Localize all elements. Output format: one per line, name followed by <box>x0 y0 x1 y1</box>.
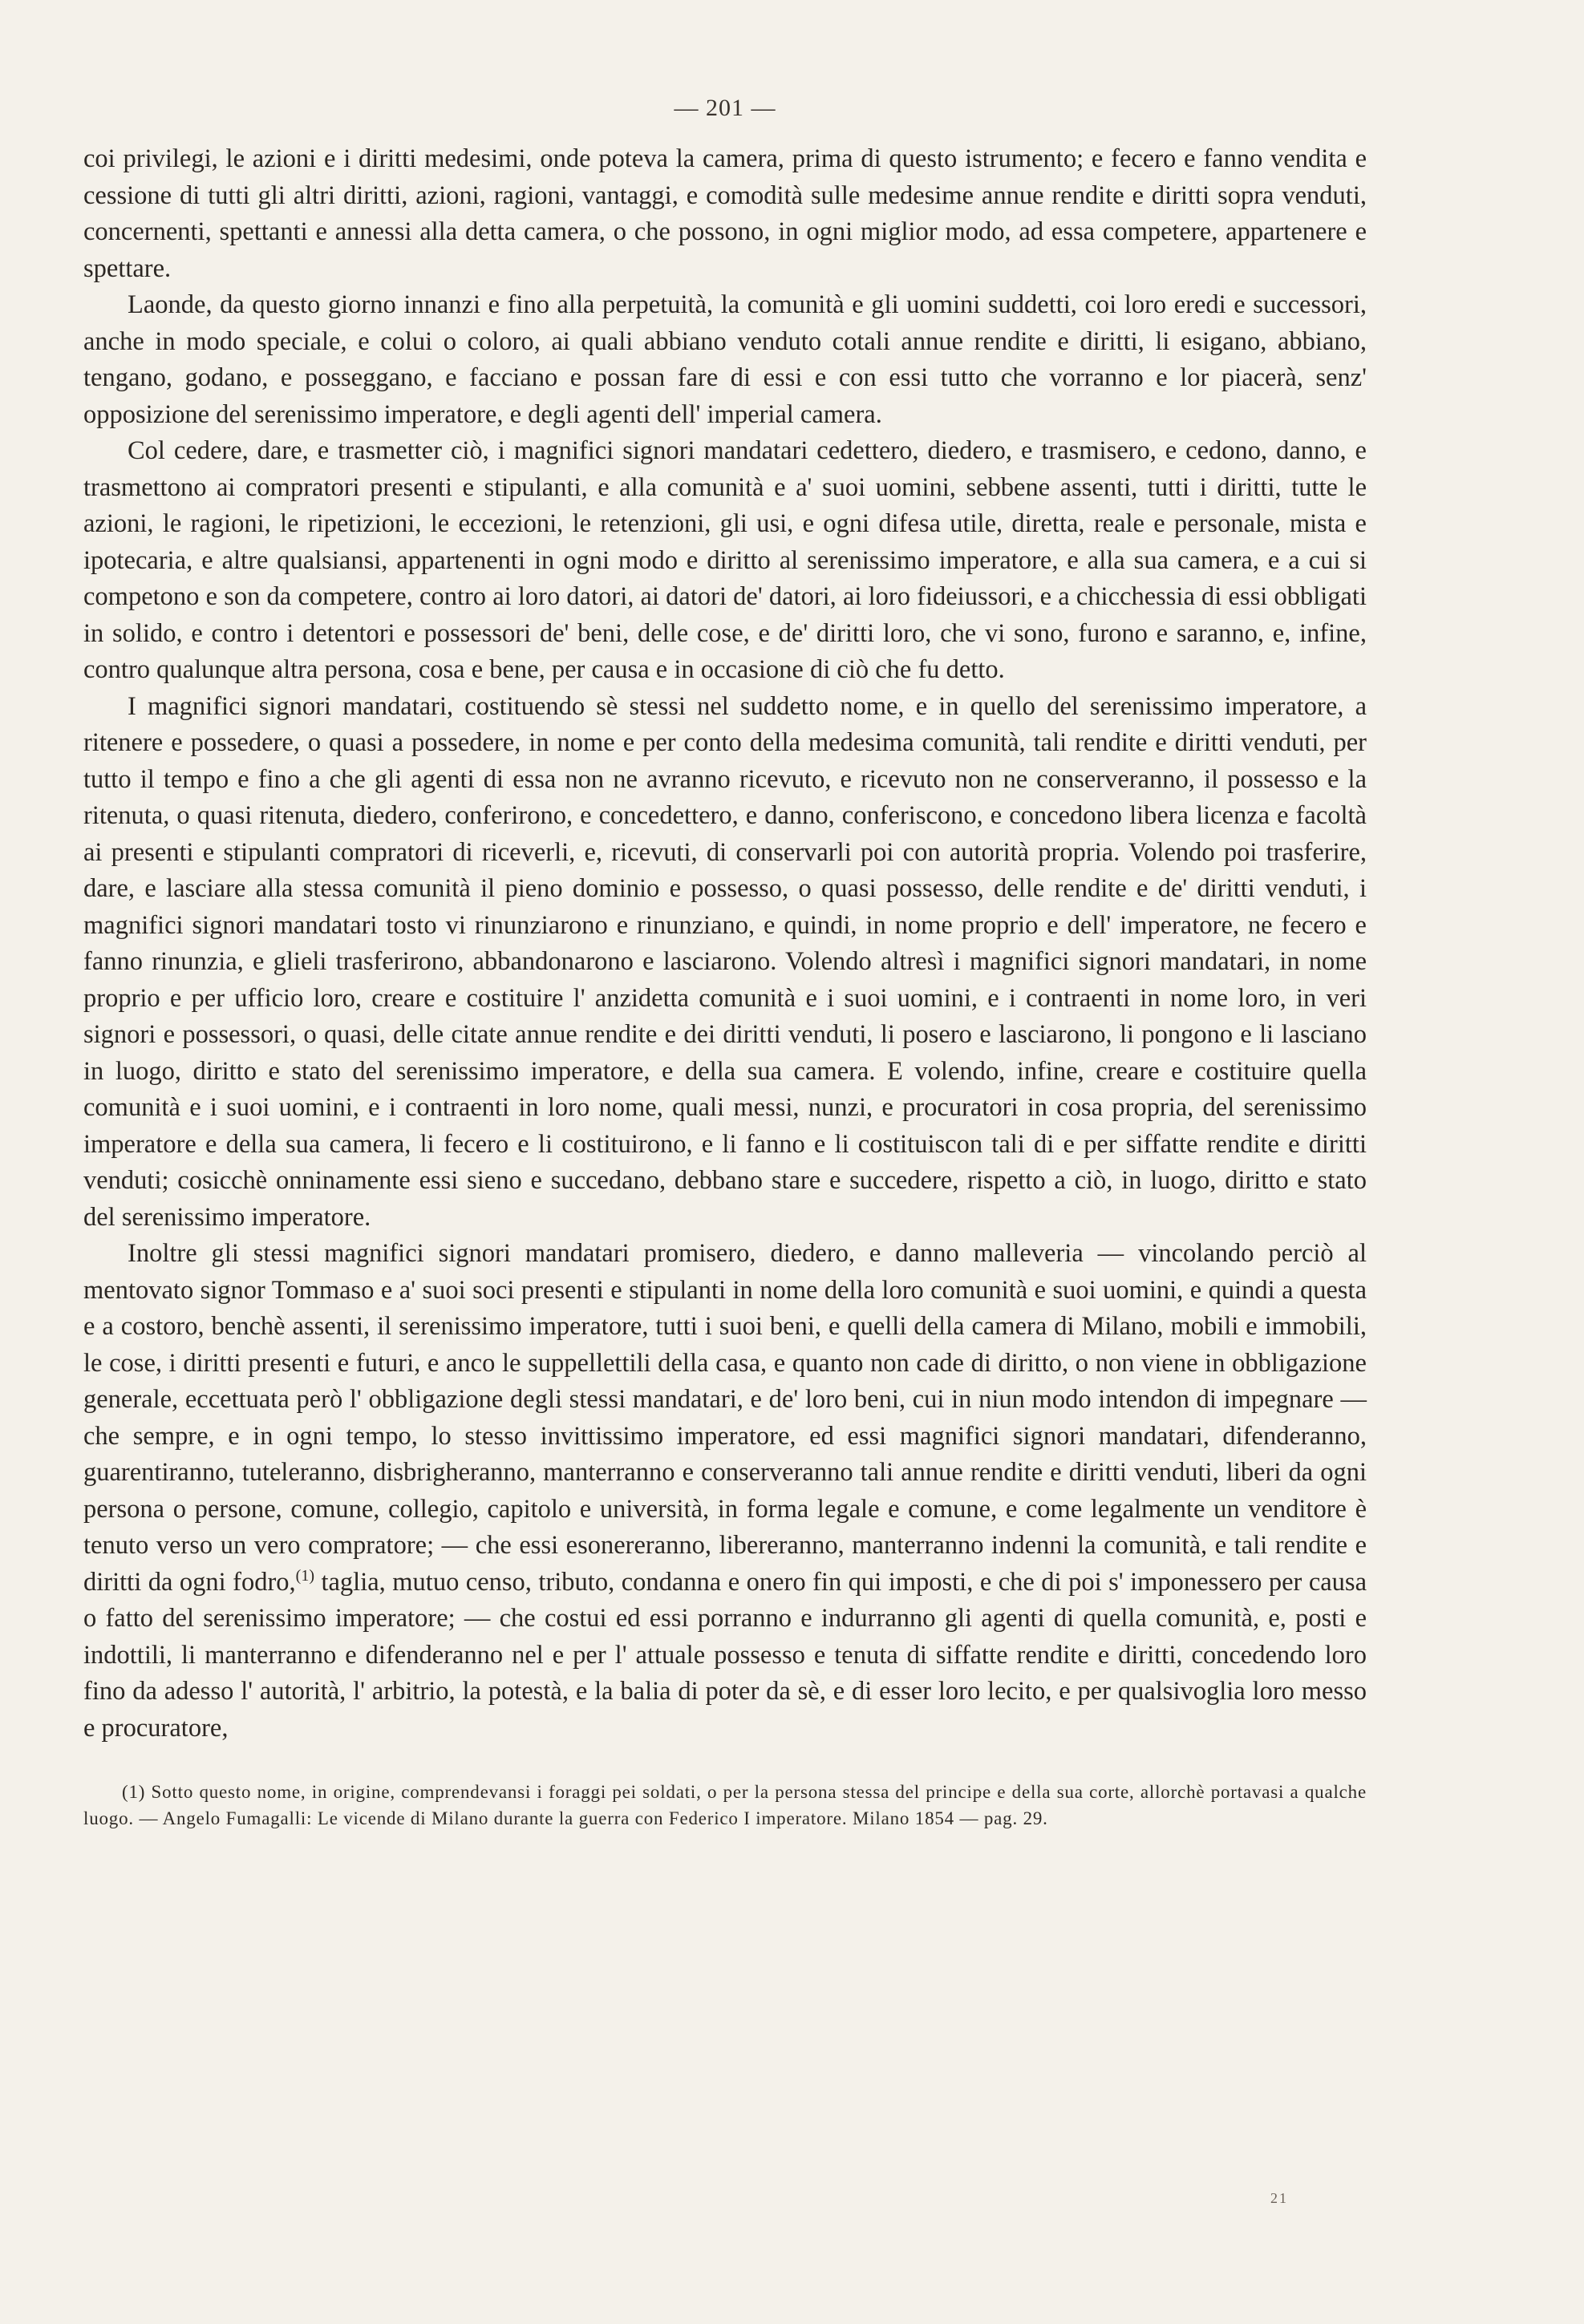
paragraph <box>83 1236 1367 1747</box>
footnote-reference: (1) <box>295 1566 314 1585</box>
paragraph: I magnifici signori mandatari, costituendo sè stessi nel suddetto nome, e in quello del serenissimo imperatore, a ritenere e possedere, o quasi a possedere, in nome e per conto della medesima comunità, tali rendite e diritti venduti, per tutto il tempo e fino a che gli agenti di essa non ne avranno ricevuto, e ricevuto non ne conserveranno, il possesso e la ritenuta, o quasi ritenuta, diedero, conferirono, e concedettero, e danno, conferiscono, e concedono libera licenza e facoltà ai presenti e stipulanti compratori di riceverli, e, ricevuti, di conservarli poi con autorità propria. Volendo poi trasferire, dare, e lasciare alla stessa comunità il pieno dominio e possesso, o quasi possesso, delle rendite e de' diritti venduti, i magnifici signori mandatari tosto vi rinunziarono e rinunziano, e quindi, in nome proprio e dell' imperatore, ne fecero e fanno rinunzia, e glieli trasferirono, abbandonarono e lasciarono. Volendo altresì i magnifici signori mandatari, in nome proprio e per ufficio loro, creare e costituire l' anzidetta comunità e i suoi uomini, e i contraenti in nome loro, in veri signori e possessori, o quasi, delle citate annue rendite e dei diritti venduti, li posero e lasciarono, li pongono e li lasciano in luogo, diritto e stato del serenissimo imperatore, e della sua camera. E volendo, infine, creare e costituire quella comunità e i suoi uomini, e i contraenti in loro nome, quali messi, nunzi, e procuratori in cosa propria, del serenissimo imperatore e della sua camera, li fecero e li costituirono, e li fanno e li costituiscon tali di e per siffatte rendite e diritti venduti; cosicchè onninamente essi sieno e succedano, debbano stare e succedere, rispetto a ciò, in luogo, diritto e stato del serenissimo imperatore. <box>83 691 1367 1232</box>
footnotes <box>83 1779 1367 1832</box>
paragraph: Col cedere, dare, e trasmetter ciò, i magnifici signori mandatari cedettero, diedero, e trasmisero, e cedono, danno, e trasmettono ai compratori presenti e stipulanti, e alla comunità e a' suoi uomini, sebbene assenti, tutti i diritti, tutte le azioni, le ragioni, le ripetizioni, le eccezioni, le retenzioni, gli usi, e ogni difesa utile, diretta, reale e personale, mista e ipotecaria, e altre qualsiansi, appartenenti in ogni modo e diritto al serenissimo imperatore, e alla sua camera, e a cui si competono e son da competere, contro ai loro datori, ai datori de' datori, ai loro fideiussori, e a chicchessia di essi obbligati in solido, e contro i detentori e possessori de' beni, delle cose, e de' diritti loro, che vi sono, furono e saranno, e, infine, contro qualunque altra persona, cosa e bene, per causa e in occasione di ciò che fu detto. <box>83 436 1367 684</box>
page-number: — 201 — <box>674 95 776 121</box>
signature-mark: 21 <box>1270 2190 1288 2206</box>
paragraph-text: taglia, mutuo censo, tributo, condanna e onero fin qui imposti, e che di poi s' imponessero per causa o fatto del serenissimo imperatore; — che costui ed essi porranno e indurranno gli agenti di quella comunità, e, posti e indottili, li manterranno e difenderanno nel e per l' attuale possesso e tenuta di siffatte rendite e diritti, concedendo loro fino da adesso l' autorità, l' arbitrio, la potestà, e la balia di poter da sè, e di esser loro lecito, e per qualsivoglia loro messo e procuratore, <box>83 1567 1367 1743</box>
body-text <box>83 141 1367 1747</box>
paragraph: coi privilegi, le azioni e i diritti medesimi, onde poteva la camera, prima di questo istrumento; e fecero e fanno vendita e cessione di tutti gli altri diritti, azioni, ragioni, vantaggi, e comodità sulle medesime annue rendite e diritti sopra venduti, concernenti, spettanti e annessi alla detta camera, o che possono, in ogni miglior modo, ad essa competere, appartenere e spettare. <box>83 144 1367 283</box>
page <box>83 95 1367 1832</box>
footnote: (1) Sotto questo nome, in origine, comprendevansi i foraggi pei soldati, o per la persona stessa del principe e della sua corte, allorchè portavasi a qualche luogo. — Angelo Fumagalli: Le vicende di Milano durante la guerra con Federico I imperatore. Milano 1854 — pag. 29. <box>83 1782 1367 1828</box>
paragraph: Laonde, da questo giorno innanzi e fino alla perpetuità, la comunità e gli uomini suddetti, coi loro eredi e successori, anche in modo speciale, e colui o coloro, ai quali abbiano venduto cotali annue rendite e diritti, li esigano, abbiano, tengano, godano, e posseggano, e facciano e possan fare di essi e con essi tutto che vorranno e lor piacerà, senz' opposizione del serenissimo imperatore, e degli agenti dell' imperial camera. <box>83 290 1367 429</box>
paragraph-text: Inoltre gli stessi magnifici signori mandatari promisero, diedero, e danno malleveria — vincolando perciò al mentovato signor Tommaso e a' suoi soci presenti e stipulanti in nome della loro comunità e suoi uomini, e quindi a questa e a costoro, benchè assenti, il serenissimo imperatore, tutti i suoi beni, e quelli della camera di Milano, mobili e immobili, le cose, i diritti presenti e futuri, e anco le suppellettili della casa, e quanto non cade di diritto, o non viene in obbligazione generale, eccettuata però l' obbligazione degli stessi mandatari, e de' loro beni, cui in niun modo intendon di impegnare — che sempre, e in ogni tempo, lo stesso invittissimo imperatore, ed essi magnifici signori mandatari, difenderanno, guarentiranno, tuteleranno, disbrigheranno, manterranno e conserveranno tali annue rendite e diritti venduti, liberi da ogni persona o persone, comune, collegio, capitolo e università, in forma legale e comune, e come legalmente un venditore è tenuto verso un vero compratore; — che essi esonereranno, libereranno, manterranno indenni la comunità, e tali rendite e diritti da ogni fodro, <box>83 1239 1367 1597</box>
